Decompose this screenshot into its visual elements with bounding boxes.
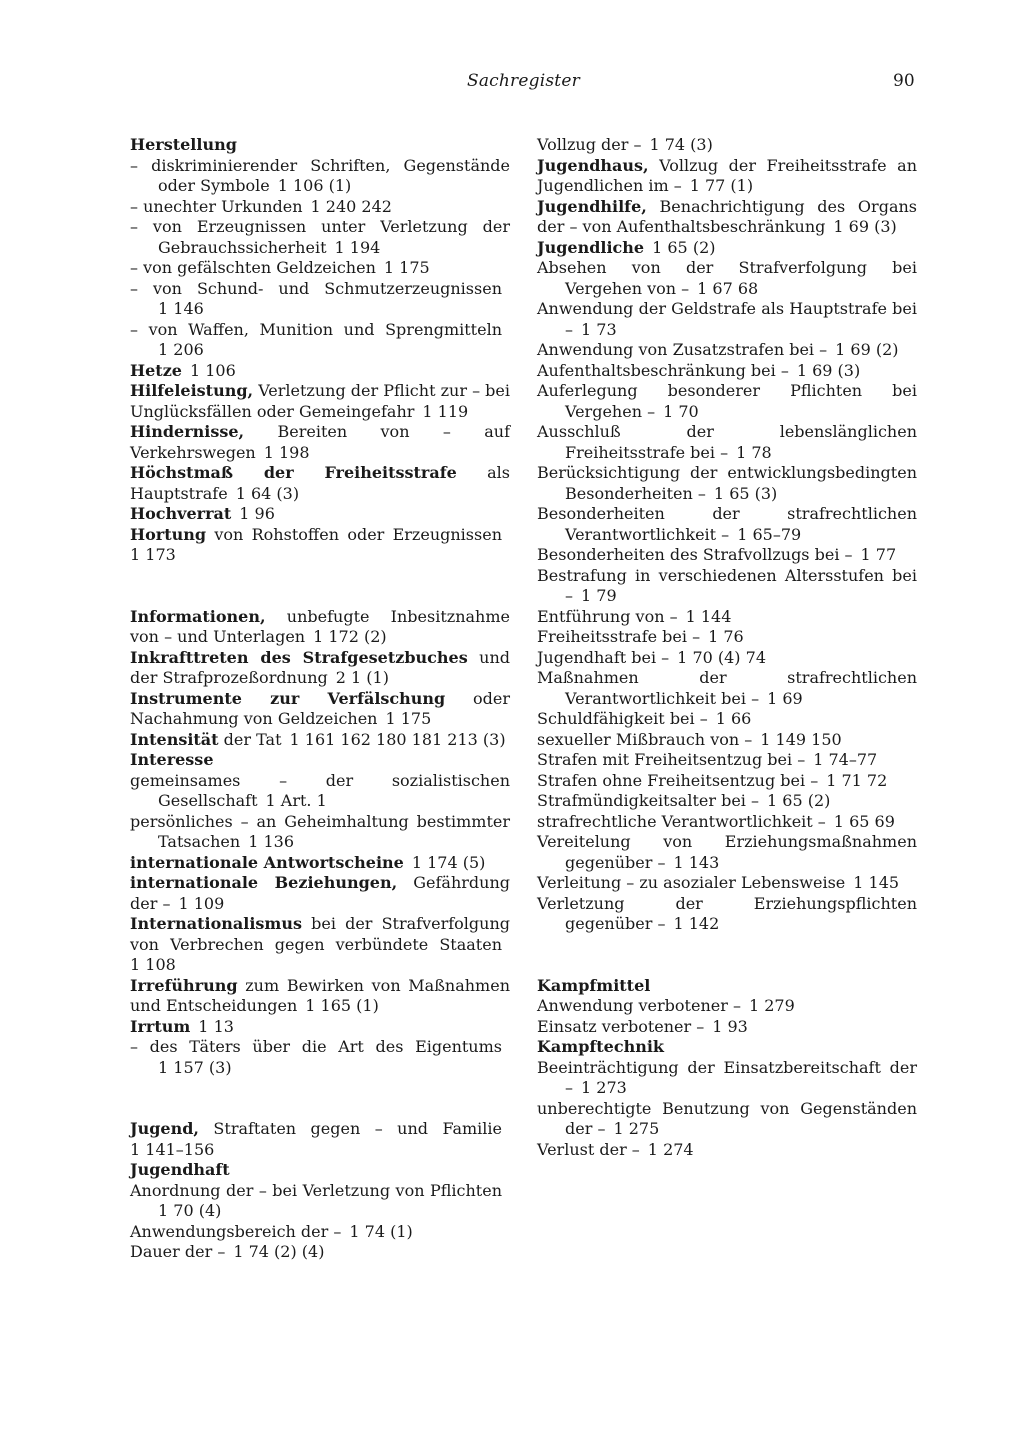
entry-heading: Interesse <box>130 750 214 769</box>
index-entry <box>130 648 510 689</box>
index-entry <box>537 996 917 1017</box>
index-entry <box>537 832 917 873</box>
entry-text: als Hauptstrafe <box>130 463 510 503</box>
entry-reference: 1 76 <box>708 627 744 646</box>
entry-text: Bestrafung in verschiedenen Altersstufen bei – <box>537 565 917 605</box>
index-entry <box>537 340 917 361</box>
index-column-right <box>537 135 917 1160</box>
entry-reference: 1 161 162 180 181 213 (3) <box>289 729 506 749</box>
entry-reference: 1 141–156 <box>130 1139 215 1159</box>
entry-reference: 1 74 (2) (4) <box>233 1242 325 1261</box>
entry-heading: Inkrafttreten des Strafgesetzbuches <box>130 647 468 667</box>
index-entry <box>130 422 510 463</box>
index-entry <box>130 730 510 751</box>
entry-text: Straftaten gegen – und Familie <box>213 1119 502 1138</box>
entry-text: – von Schund- und Schmutzerzeugnissen <box>130 278 502 298</box>
index-entry <box>537 771 917 792</box>
entry-reference: 1 74 (3) <box>649 135 713 154</box>
entry-reference: 1 79 <box>581 586 617 605</box>
entry-text: Gefährdung der – <box>130 873 510 913</box>
index-entry <box>130 320 510 361</box>
entry-text: Benachrichtigung des Organs der – von Aufenthaltsbeschränkung <box>537 196 917 236</box>
entry-reference: 1 144 <box>685 606 732 626</box>
entry-reference: 1 194 <box>334 237 381 257</box>
entry-reference: 1 78 <box>736 442 772 462</box>
index-entry <box>130 135 510 156</box>
entry-reference: 1 70 <box>663 401 699 421</box>
entry-reference: 1 143 <box>673 852 720 872</box>
index-entry <box>130 976 510 1017</box>
entry-text: Vollzug der – <box>537 135 642 154</box>
index-entry <box>537 750 917 771</box>
entry-reference: 1 146 <box>158 299 204 318</box>
entry-heading: Hindernisse, <box>130 422 245 441</box>
index-entry <box>130 525 510 566</box>
entry-reference: 1 108 <box>130 955 176 974</box>
index-entry <box>537 812 917 833</box>
entry-text: Anordnung der – bei Verletzung von Pflichten <box>130 1180 502 1200</box>
entry-text: unbefugte Inbesitznahme von – und Unterlagen <box>130 606 510 646</box>
index-entry <box>537 730 917 751</box>
entry-reference: 1 93 <box>712 1016 748 1036</box>
entry-text: – diskriminierender Schriften, Gegenstände oder Symbole <box>130 155 510 195</box>
entry-heading: Hilfeleistung, <box>130 381 254 400</box>
entry-heading: Irrtum <box>130 1016 191 1036</box>
entry-reference: 1 71 72 <box>826 770 888 790</box>
entry-heading: Kampftechnik <box>537 1037 665 1056</box>
entry-text: Verlust der – <box>537 1139 640 1159</box>
entry-reference: 1 65 (3) <box>713 483 778 503</box>
entry-reference: 1 240 242 <box>310 196 392 216</box>
entry-reference: 1 206 <box>158 340 204 359</box>
index-entry <box>537 299 917 340</box>
entry-reference: 1 67 68 <box>697 278 759 298</box>
index-entry <box>130 812 510 853</box>
entry-reference: 1 172 (2) <box>313 627 387 646</box>
entry-text: Anwendung verbotener – <box>537 996 741 1015</box>
index-entry <box>537 1099 917 1140</box>
index-entry <box>130 156 510 197</box>
entry-reference: 1 13 <box>198 1016 234 1036</box>
entry-reference: 1 149 150 <box>760 729 842 749</box>
entry-reference: 1 275 <box>613 1119 660 1138</box>
entry-text: der Tat <box>223 729 282 749</box>
index-entry <box>130 381 510 422</box>
entry-text: Einsatz verbotener – <box>537 1016 705 1036</box>
index-entry <box>130 1222 510 1243</box>
entry-reference: 1 198 <box>263 442 310 462</box>
index-entry <box>537 258 917 299</box>
entry-reference: 1 74–77 <box>813 750 878 769</box>
entry-reference: 1 64 (3) <box>235 483 300 503</box>
entry-text: Bereiten von – auf Verkehrswegen <box>130 422 510 462</box>
index-entry <box>130 463 510 504</box>
entry-text: Beeinträchtigung der Einsatzbereitschaft der – <box>537 1057 917 1097</box>
index-entry <box>130 504 510 525</box>
entry-text: Ausschluß der lebenslänglichen Freiheitsstrafe bei – <box>537 422 917 462</box>
entry-reference: 1 106 <box>189 360 236 380</box>
index-entry <box>537 894 917 935</box>
index-entry <box>537 873 917 894</box>
entry-heading: Jugendliche <box>537 237 645 257</box>
index-entry <box>537 709 917 730</box>
entry-text: gemeinsames – der sozialistischen Gesellschaft <box>130 770 510 810</box>
index-entry <box>130 361 510 382</box>
index-entry <box>537 607 917 628</box>
entry-heading: internationale Antwortscheine <box>130 852 404 872</box>
entry-text: persönliches – an Geheimhaltung bestimmter Tatsachen <box>130 811 510 851</box>
entry-reference: 1 69 (2) <box>835 340 899 359</box>
entry-reference: 1 65 (2) <box>767 791 831 810</box>
entry-text: zum Bewirken von Maßnahmen und Entscheidungen <box>130 975 510 1015</box>
entry-reference: 1 77 (1) <box>689 176 754 195</box>
entry-reference: 1 119 <box>422 401 469 421</box>
entry-text: Vollzug der Freiheitsstrafe an Jugendlichen im – <box>537 155 917 195</box>
entry-reference: 1 174 (5) <box>411 852 486 872</box>
entry-heading: Höchstmaß der Freiheitsstrafe <box>130 463 457 482</box>
index-entry <box>537 668 917 709</box>
entry-reference: 1 109 <box>178 893 225 913</box>
entry-reference: 1 273 <box>581 1078 627 1097</box>
entry-heading: Hochverrat <box>130 504 232 523</box>
entry-heading: Intensität <box>130 729 219 749</box>
entry-reference: 1 279 <box>748 996 795 1015</box>
entry-text: Verletzung der Erziehungspflichten gegenüber – <box>537 893 917 933</box>
index-entry <box>537 238 917 259</box>
entry-text: Anwendung der Geldstrafe als Hauptstrafe bei – <box>537 299 917 339</box>
index-entry <box>130 914 510 976</box>
index-entry <box>130 279 510 320</box>
entry-reference: 1 73 <box>581 319 617 339</box>
index-entry <box>130 1119 510 1160</box>
index-entry <box>537 156 917 197</box>
index-entry <box>537 791 917 812</box>
entry-text: – des Täters über die Art des Eigentums <box>130 1037 502 1056</box>
entry-text: oder Nachahmung von Geldzeichen <box>130 688 510 728</box>
entry-text: Berücksichtigung der entwicklungsbedingten Besonderheiten – <box>537 463 917 503</box>
index-entry <box>130 853 510 874</box>
index-entry <box>537 648 917 669</box>
index-entry <box>537 1017 917 1038</box>
entry-heading: Jugendhilfe, <box>537 196 647 216</box>
entry-reference: 1 157 (3) <box>158 1057 232 1077</box>
entry-text: Absehen von der Strafverfolgung bei Vergehen von – <box>537 258 917 298</box>
entry-reference: 1 175 <box>383 258 430 277</box>
entry-text: Freiheitsstrafe bei – <box>537 627 701 646</box>
entry-text: – unechter Urkunden <box>130 196 303 216</box>
entry-reference: 1 96 <box>239 504 275 523</box>
entry-heading: Jugendhaus, <box>537 155 649 175</box>
index-entry <box>537 1140 917 1161</box>
index-entry <box>537 566 917 607</box>
entry-reference: 2 1 (1) <box>335 668 389 687</box>
entry-text: Jugendhaft bei – <box>537 647 670 667</box>
entry-reference: 1 106 (1) <box>277 176 352 195</box>
entry-reference: 1 Art. 1 <box>265 791 327 810</box>
page-number: 90 <box>893 71 915 91</box>
entry-text: Strafen mit Freiheitsentzug bei – <box>537 750 806 769</box>
entry-reference: 1 69 (3) <box>796 360 861 380</box>
entry-text: Strafmündigkeitsalter bei – <box>537 791 760 810</box>
index-entry <box>537 381 917 422</box>
entry-reference: 1 165 (1) <box>305 996 379 1015</box>
entry-text: – von Waffen, Munition und Sprengmitteln <box>130 319 502 339</box>
entry-reference: 1 69 (3) <box>833 217 897 236</box>
entry-text: Aufenthaltsbeschränkung bei – <box>537 360 789 380</box>
entry-heading: internationale Beziehungen, <box>130 873 398 892</box>
entry-reference: 1 65 (2) <box>652 237 716 257</box>
entry-text: Dauer der – <box>130 1242 226 1261</box>
entry-text: sexueller Mißbrauch von – <box>537 729 753 749</box>
entry-text: Besonderheiten der strafrechtlichen Verantwortlichkeit – <box>537 504 917 544</box>
entry-text: Strafen ohne Freiheitsentzug bei – <box>537 770 819 790</box>
index-entry <box>130 1017 510 1038</box>
entry-reference: 1 274 <box>647 1139 694 1159</box>
index-entry <box>537 504 917 545</box>
entry-text: Anwendungsbereich der – <box>130 1221 342 1241</box>
index-entry <box>537 1058 917 1099</box>
entry-text: strafrechtliche Verantwortlichkeit – <box>537 811 826 831</box>
index-entry <box>537 1037 917 1058</box>
index-entry <box>537 463 917 504</box>
index-entry <box>130 1160 510 1181</box>
index-entry <box>130 1181 510 1222</box>
entry-heading: Jugend, <box>130 1119 199 1138</box>
index-entry <box>130 197 510 218</box>
index-entry <box>130 750 510 771</box>
entry-heading: Herstellung <box>130 135 237 154</box>
entry-heading: Hetze <box>130 360 182 380</box>
index-entry <box>130 689 510 730</box>
index-entry <box>130 1037 510 1078</box>
index-entry <box>537 422 917 463</box>
entry-heading: Informationen, <box>130 606 266 626</box>
entry-reference: 1 70 (4) 74 <box>677 647 766 667</box>
entry-reference: 1 74 (1) <box>349 1221 413 1241</box>
entry-heading: Instrumente zur Verfälschung <box>130 688 446 708</box>
index-entry <box>130 873 510 914</box>
entry-text: Anwendung von Zusatzstrafen bei – <box>537 340 828 359</box>
entry-heading: Kampfmittel <box>537 975 651 995</box>
index-entry <box>537 197 917 238</box>
index-entry <box>130 771 510 812</box>
index-entry <box>537 627 917 648</box>
entry-reference: 1 175 <box>385 709 432 728</box>
entry-text: bei der Strafverfolgung von Verbrechen gegen verbündete Staaten <box>130 914 511 954</box>
entry-text: Auferlegung besonderer Pflichten bei Vergehen – <box>537 381 917 421</box>
entry-text: Besonderheiten des Strafvollzugs bei – <box>537 545 853 564</box>
index-entry <box>537 976 917 997</box>
entry-reference: 1 69 <box>767 688 803 708</box>
index-entry <box>130 607 510 648</box>
entry-reference: 1 65 69 <box>833 811 895 831</box>
entry-text: Vereitelung von Erziehungsmaßnahmen gegenüber – <box>537 832 917 872</box>
running-header-title: Sachregister <box>467 71 580 91</box>
index-entry <box>130 217 510 258</box>
entry-reference: 1 77 <box>860 545 897 564</box>
entry-reference: 1 142 <box>673 914 720 933</box>
entry-reference: 1 66 <box>715 709 752 728</box>
entry-text: und der Strafprozeßordnung <box>130 647 511 687</box>
entry-text: Verleitung – zu asozialer Lebensweise <box>537 873 846 892</box>
entry-heading: Irreführung <box>130 975 238 995</box>
index-entry <box>130 1242 510 1263</box>
index-entry <box>130 258 510 279</box>
entry-reference: 1 136 <box>248 832 294 851</box>
index-entry <box>537 361 917 382</box>
index-entry <box>537 545 917 566</box>
entry-text: Verletzung der Pflicht zur – bei Unglücksfällen oder Gemeingefahr <box>130 381 511 421</box>
entry-reference: 1 145 <box>853 873 900 892</box>
entry-heading: Internationalismus <box>130 914 302 933</box>
index-entry <box>537 135 917 156</box>
entry-reference: 1 65–79 <box>737 524 802 544</box>
entry-reference: 1 173 <box>130 545 176 564</box>
entry-text: unberechtigte Benutzung von Gegenständen der – <box>537 1098 917 1138</box>
entry-heading: Jugendhaft <box>130 1160 230 1179</box>
entry-text: Maßnahmen der strafrechtlichen Verantwortlichkeit bei – <box>537 668 917 708</box>
entry-text: Schuldfähigkeit bei – <box>537 709 708 728</box>
entry-text: Entführung von – <box>537 606 678 626</box>
entry-text: – von gefälschten Geldzeichen <box>130 258 376 277</box>
index-column-left <box>130 135 510 1263</box>
entry-heading: Hortung <box>130 524 207 544</box>
entry-text: – von Erzeugnissen unter Verletzung der Gebrauchssicherheit <box>130 217 510 257</box>
entry-text: von Rohstoffen oder Erzeugnissen <box>214 524 502 544</box>
entry-reference: 1 70 (4) <box>158 1201 222 1220</box>
